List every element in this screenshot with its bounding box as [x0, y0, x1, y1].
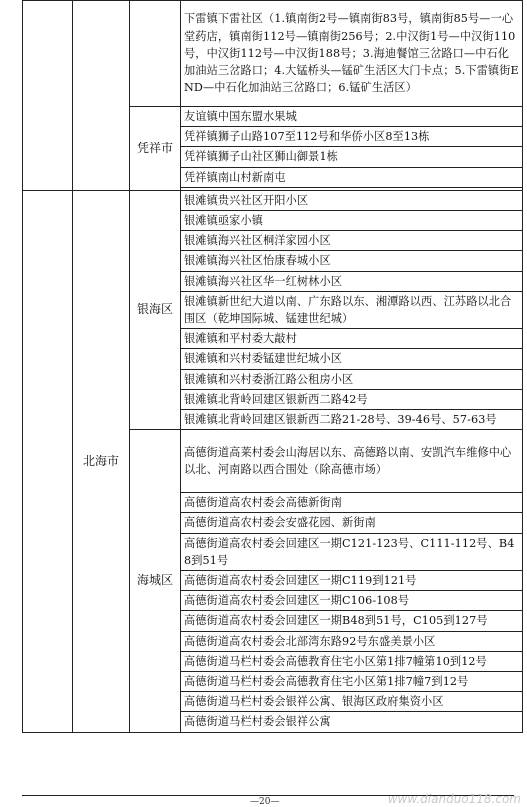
area-cell: 高德街道高农村委会回建区一期C119到121号	[181, 571, 523, 591]
area-cell: 高德街道高莱村委会山海居以东、高德路以南、安凯汽车维修中心以北、河南路以西合围处（除高德市场）	[181, 430, 523, 493]
area-cell: 高德街道高农村委会回建区一期C106-108号	[181, 591, 523, 611]
page-number: —20—	[250, 797, 280, 807]
risk-area-table	[22, 0, 523, 733]
area-cell: 高德街道高农村委会回建区一期B48到51号，C105到127号	[181, 611, 523, 631]
area-cell: 高德街道高农村委会高德新街南	[181, 493, 523, 513]
site-watermark: www.dianduo118.com	[387, 792, 521, 806]
area-cell: 高德街道高农村委会安盛花园、新街南	[181, 513, 523, 533]
city-cell	[73, 1, 130, 191]
area-cell: 银滩镇北背岭回建区银新西二路21-28号、39-46号、57-63号	[181, 410, 523, 430]
area-cell: 下雷镇下雷社区（1.镇南街2号—镇南街83号，镇南街85号—一心堂药店，镇南街112号—镇南街256号；2.中汉街1号—中汉街110号，中汉街112号—中汉街188号；3.海迪餐馆三岔路口—中石化加油站三岔路口；4.大锰桥头—锰矿生活区大门卡点；5.下雷镇街END—中石化加油站三岔路口；6.锰矿生活区）	[181, 1, 523, 107]
district-cell-haicheng: 海城区	[130, 430, 181, 732]
area-cell: 银滩镇海兴社区桐洋家园小区	[181, 231, 523, 251]
area-cell: 高德街道高农村委会回建区一期C121-123号、C111-112号、B48到51号	[181, 533, 523, 570]
area-cell: 高德街道马栏村委会高德教育住宅小区第1排7幢7到12号	[181, 672, 523, 692]
area-cell: 银滩镇贵兴社区开阳小区	[181, 190, 523, 210]
area-cell: 银滩镇海兴社区华一红树林小区	[181, 271, 523, 291]
risk-area-table-page	[22, 0, 519, 795]
area-cell: 友谊镇中国东盟水果城	[181, 107, 523, 127]
province-cell	[23, 190, 73, 732]
table-row	[23, 190, 523, 210]
area-cell: 凭祥镇狮子山路107至112号和华侨小区8至13栋	[181, 127, 523, 147]
area-cell: 凭祥镇南山村新南屯	[181, 167, 523, 187]
area-cell: 凭祥镇狮子山社区狮山御景1栋	[181, 147, 523, 167]
city-cell-beihai: 北海市	[73, 190, 130, 732]
area-cell: 银滩镇和平村委大敲村	[181, 329, 523, 349]
area-cell: 银滩镇海兴社区怡康春城小区	[181, 251, 523, 271]
area-cell: 高德街道马栏村委会高德教育住宅小区第1排7幢第10到12号	[181, 651, 523, 671]
district-cell	[130, 1, 181, 107]
area-cell: 银滩镇和兴村委锰建世纪城小区	[181, 349, 523, 369]
table-row	[23, 1, 523, 107]
district-cell-pingxiang: 凭祥市	[130, 107, 181, 191]
district-cell-yinhai: 银海区	[130, 190, 181, 429]
area-cell: 高德街道马栏村委会银祥公寓、银海区政府集资小区	[181, 692, 523, 712]
area-cell: 高德街道马栏村委会银祥公寓	[181, 712, 523, 732]
area-cell: 银滩镇亟家小镇	[181, 211, 523, 231]
area-cell: 银滩镇北背岭回建区银新西二路42号	[181, 389, 523, 409]
province-cell	[23, 1, 73, 191]
area-cell: 银滩镇和兴村委浙江路公租房小区	[181, 369, 523, 389]
area-cell: 高德街道高农村委会北部湾东路92号东盛美景小区	[181, 631, 523, 651]
area-cell: 银滩镇新世纪大道以南、广东路以东、湘潭路以西、江苏路以北合围区（乾坤国际城、锰建世纪城）	[181, 291, 523, 328]
